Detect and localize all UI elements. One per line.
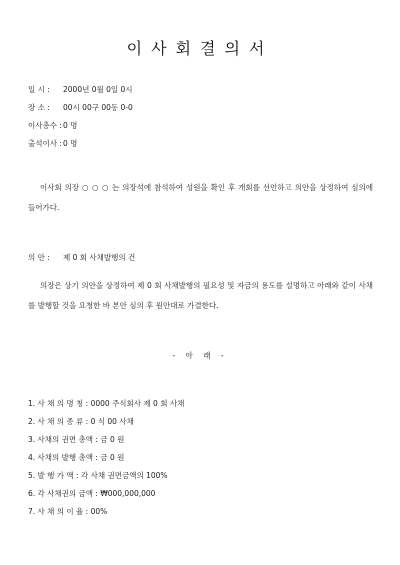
section-header: - 아 래 - [172,351,228,360]
list-item: 3. 사채의 권면 총액 : 금 0 원 [28,435,125,444]
list-item: 2. 사 채 의 종 류 : 0 식 00 사채 [28,417,134,426]
intro-paragraph: 이사회 의장 ○ ○ ○ 는 의장석에 참석하여 성원을 확인 후 개회를 선언하고 의안을 상정하여 심의에 들어가다. [28,183,373,212]
list-item: 5. 발 행 가 액 : 각 사채 권면금액의 100% [28,471,168,480]
info-label-place: 장 소 : [28,103,50,112]
info-value-total-directors: 0 명 [63,121,78,130]
document-title: 이사회결의서 [126,39,274,58]
info-label-datetime: 일 시 : [28,85,50,94]
agenda-value: 제 0 회 사채발행의 건 [63,253,136,262]
body-paragraph: 의장은 상기 의안을 상정하여 제 0 회 사채발행의 필요성 및 자금의 용도를 설명하고 아래와 같이 사채를 발행할 것을 요청한 바 본안 심의 후 원안대로 가결한다. [28,281,373,310]
list-item: 6. 각 사채권의 금액 : ₩000,000,000 [28,489,156,498]
agenda-label: 의 안 : [28,253,50,262]
list-item: 1. 사 채 의 명 칭 : 0000 주식회사 제 0 회 사채 [28,399,185,408]
info-value-place: 00시 00구 00동 0-0 [63,103,133,112]
list-item: 4. 사채의 발행 총액 : 금 0 원 [28,453,125,462]
info-value-present-directors: 0 명 [63,139,78,148]
list-item: 7. 사 채 의 이 율 : 00% [28,507,108,516]
info-value-datetime: 2000년 0월 0일 0시 [63,85,133,94]
info-label-total-directors: 이사총수 : [28,121,62,130]
info-label-present-directors: 출석이사 : [28,139,62,148]
